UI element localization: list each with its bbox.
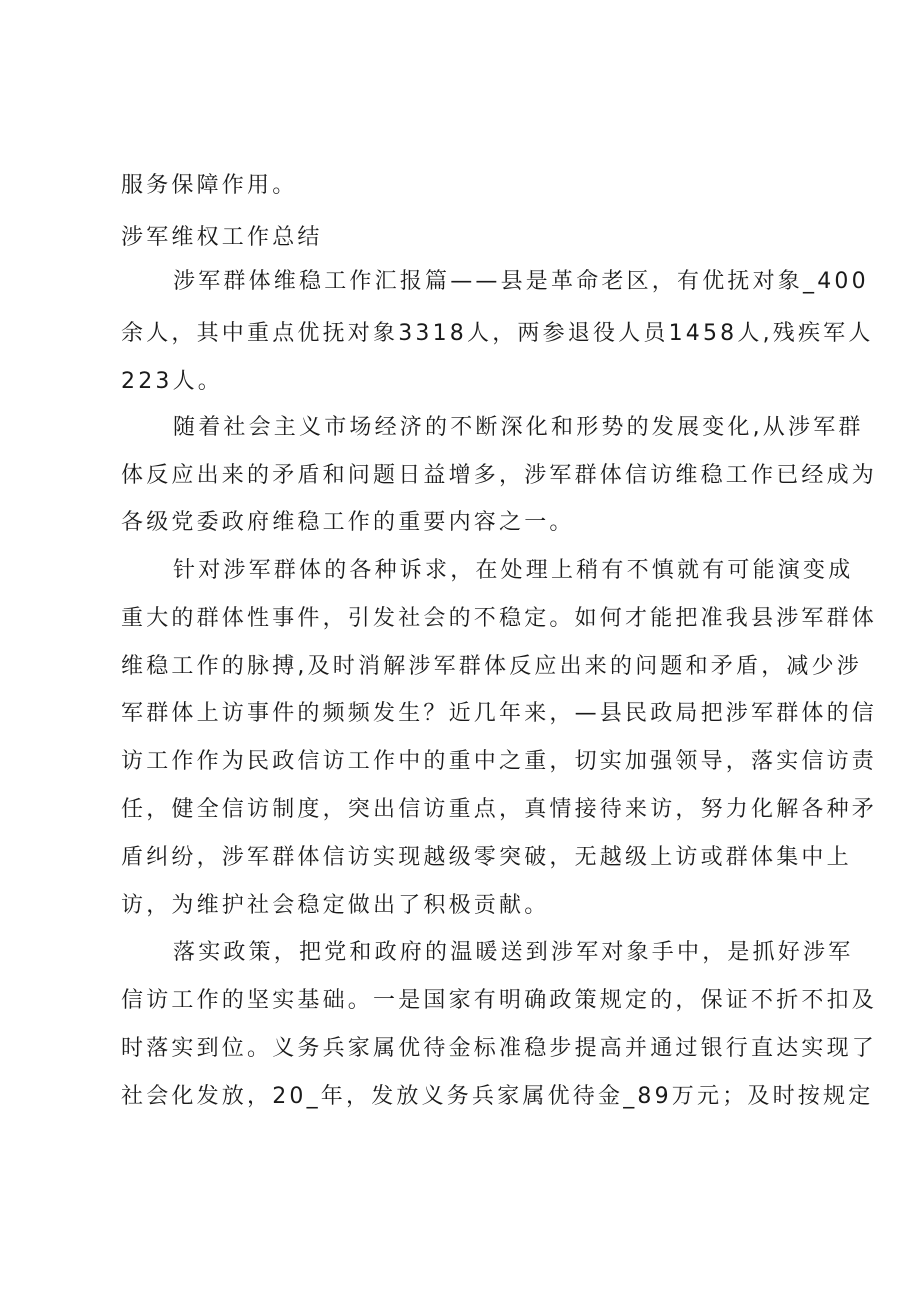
text-line: 服务保障作用。 [121,173,298,198]
text-line: 落实政策，把党和政府的温暖送到涉军对象手中，是抓好涉军 [173,940,854,965]
text-line: 体反应出来的矛盾和问题日益增多，涉军群体信访维稳工作已经成为 [121,463,878,488]
text-line: 各级党委政府维稳工作的重要内容之一。 [121,510,575,535]
text-line: 社会化发放，20_年，发放义务兵家属优待金_89万元；及时按规定 [121,1084,874,1109]
text-line: 访工作作为民政信访工作中的重中之重，切实加强领导，落实信访责 [121,749,878,774]
text-line: 军群体上访事件的频频发生？近几年来，—县民政局把涉军群体的信 [121,701,878,726]
text-line: 时落实到位。义务兵家属优待金标准稳步提高并通过银行直达实现了 [121,1036,878,1061]
text-line: 涉军群体维稳工作汇报篇——县是革命老区，有优抚对象_400 [173,269,869,294]
text-line: 访，为维护社会稳定做出了积极贡献。 [121,893,550,918]
text-line: 重大的群体性事件，引发社会的不稳定。如何才能把准我县涉军群体 [121,606,878,631]
text-line: 余人，其中重点优抚对象3318人，两参退役人员1458人,残疾军人 [121,321,874,346]
text-line: 任，健全信访制度，突出信访重点，真情接待来访，努力化解各种矛 [121,797,878,822]
text-line: 维稳工作的脉搏,及时消解涉军群体反应出来的问题和矛盾，减少涉 [121,654,862,679]
text-line: 223人。 [121,369,223,394]
text-line: 随着社会主义市场经济的不断深化和形势的发展变化,从涉军群 [173,415,864,440]
text-line: 信访工作的坚实基础。一是国家有明确政策规定的，保证不折不扣及 [121,988,878,1013]
section-heading: 涉军维权工作总结 [121,225,323,250]
text-line: 针对涉军群体的各种诉求，在处理上稍有不慎就有可能演变成 [173,558,854,583]
text-line: 盾纠纷，涉军群体信访实现越级零突破，无越级上访或群体集中上 [121,845,852,870]
